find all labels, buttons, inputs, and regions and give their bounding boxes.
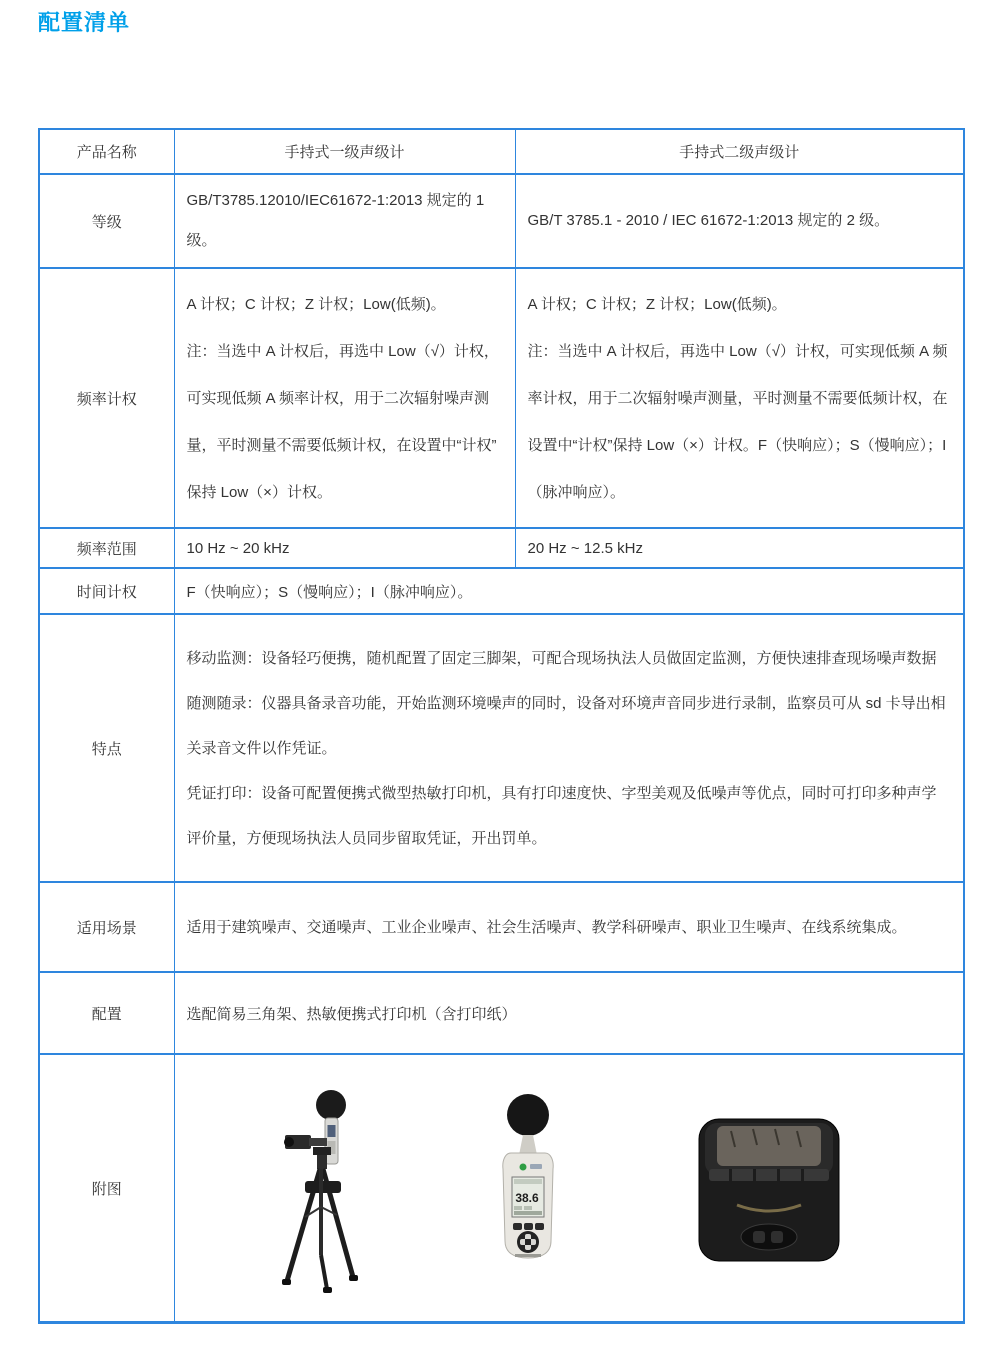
cell-content [174, 528, 515, 568]
meter-button [513, 1223, 522, 1230]
cell-paragraph: 注：当选中 A 计权后，再选中 Low（√）计权，可实现低频 A 频率计权，用于二次辐射噪声测量，平时测量不需要低频计权，在设置中“计权”保持 Low（×）计权。 [186, 342, 499, 501]
table-row [39, 882, 964, 972]
cell-content [515, 174, 964, 268]
cell-paragraph: 随测随录：仪器具备录音功能，开始监测环境噪声的同时，设备对环境声音同步进行录制，监察员可从 sd 卡导出相关录音文件以作凭证。 [186, 694, 946, 757]
table-row [39, 174, 964, 268]
header-row [39, 129, 964, 174]
tripod-sound-level-meter-icon [265, 1085, 375, 1297]
cell-paragraph: 选配简易三角架、热敏便携式打印机（含打印纸） [186, 1005, 517, 1023]
cell-paragraph: 移动监测：设备轻巧便携，随机配置了固定三脚架，可配合现场执法人员做固定监测，方便快速排查现场噪声数据 [186, 649, 937, 667]
cell-content [515, 268, 964, 528]
spec-table [38, 128, 965, 1324]
figures-cell [174, 1054, 964, 1323]
table-row [39, 568, 964, 614]
cell-paragraph: GB/T 3785.1 - 2010 / IEC 61672-1:2013 规定的 2 级。 [527, 212, 890, 229]
paper-roll [717, 1126, 821, 1166]
row-label: 时间计权 [39, 568, 174, 614]
header-class2-meter: 手持式二级声级计 [515, 129, 964, 174]
handheld-sound-level-meter-icon [487, 1091, 569, 1263]
row-label: 等级 [39, 174, 174, 268]
cell-paragraph: 20 Hz ~ 12.5 kHz [527, 539, 643, 557]
cell-paragraph: 注：当选中 A 计权后，再选中 Low（√）计权，可实现低频 A 频率计权，用于二次辐射噪声测量，平时测量不需要低频计权，在设置中“计权”保持 Low（×）计权。F（快响应）；S（慢响应）；I（脉冲响应）。 [527, 342, 948, 501]
table-row [39, 268, 964, 528]
row-label: 附图 [39, 1054, 174, 1323]
windscreen-ball-icon [316, 1090, 346, 1120]
cell-paragraph: 10 Hz ~ 20 kHz [186, 539, 290, 557]
printer-button [771, 1231, 783, 1243]
figures-row [175, 1055, 964, 1321]
meter-button [524, 1223, 533, 1230]
cell-paragraph: 凭证打印：设备可配置便携式微型热敏打印机，具有打印速度快、字型美观及低噪声等优点，同时可打印多种声学评价量，方便现场执法人员同步留取凭证，开出罚单。 [186, 784, 937, 847]
cell-paragraph: GB/T3785.12010/IEC61672-1:2013 规定的 1 级。 [186, 192, 485, 249]
windscreen-ball-icon [507, 1094, 549, 1136]
meter-display-value: 38.6 [514, 1191, 539, 1205]
printer-button [753, 1231, 765, 1243]
cell-content [174, 174, 515, 268]
cell-content [174, 972, 964, 1054]
row-label: 频率范围 [39, 528, 174, 568]
cell-content [174, 882, 964, 972]
table-row [39, 528, 964, 568]
cell-content [515, 528, 964, 568]
row-label: 特点 [39, 614, 174, 882]
brand-logo-dot [519, 1164, 526, 1171]
table-row [39, 972, 964, 1054]
cell-paragraph: A 计权；C 计权；Z 计权；Low(低频)。 [186, 295, 446, 313]
cell-content [174, 614, 964, 882]
row-label: 频率计权 [39, 268, 174, 528]
header-product-name: 产品名称 [39, 129, 174, 174]
header-class1-meter: 手持式一级声级计 [174, 129, 515, 174]
cell-content [174, 568, 964, 614]
page-title: 配置清单 [38, 10, 131, 35]
meter-button [535, 1223, 544, 1230]
table-row [39, 1054, 964, 1323]
table-row [39, 614, 964, 882]
cell-paragraph: A 计权；C 计权；Z 计权；Low(低频)。 [527, 295, 787, 313]
cell-paragraph: 适用于建筑噪声、交通噪声、工业企业噪声、社会生活噪声、教学科研噪声、职业卫生噪声、在线系统集成。 [186, 918, 907, 936]
cell-content [174, 268, 515, 528]
row-label: 配置 [39, 972, 174, 1054]
row-label: 适用场景 [39, 882, 174, 972]
thermal-printer-icon [695, 1113, 843, 1265]
cell-paragraph: F（快响应）；S（慢响应）；I（脉冲响应）。 [186, 583, 473, 601]
button-panel [741, 1224, 797, 1250]
